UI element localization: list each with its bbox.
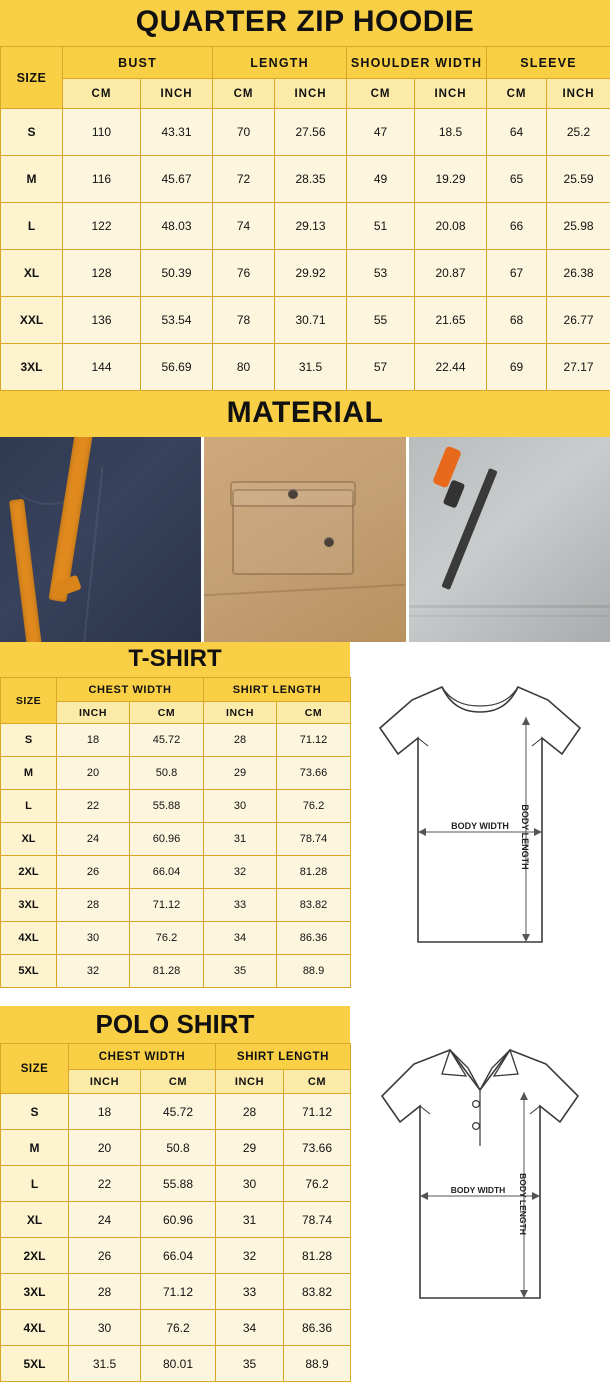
polo-row-2-col-1: 55.88 [141, 1166, 216, 1202]
polo-row-5-size: 3XL [1, 1274, 69, 1310]
polo-size-table [0, 1043, 351, 1382]
hoodie-size-table [0, 46, 610, 391]
polo-row-4-col-0: 26 [69, 1238, 141, 1274]
hoodie-row-2-col-2: 74 [213, 203, 275, 250]
hoodie-row-1-col-0: 116 [63, 156, 141, 203]
tshirt-row-4-col-2: 32 [204, 856, 277, 889]
hoodie-row-4-col-4: 55 [347, 297, 415, 344]
polo-row-1-col-2: 29 [216, 1130, 284, 1166]
hoodie-row-4-col-2: 78 [213, 297, 275, 344]
polo-row-0-col-0: 18 [69, 1094, 141, 1130]
tshirt-row-7-col-1: 81.28 [130, 955, 204, 988]
tshirt-unit-0: INCH [57, 702, 130, 724]
tshirt-row-7-size: 5XL [1, 955, 57, 988]
polo-body-length-label: BODY LENGTH [518, 1173, 528, 1235]
hoodie-row-5-col-4: 57 [347, 344, 415, 391]
tshirt-row-4-size: 2XL [1, 856, 57, 889]
tshirt-row-0-col-2: 28 [204, 724, 277, 757]
hoodie-row-5-col-3: 31.5 [275, 344, 347, 391]
table-row [1, 109, 610, 156]
hoodie-row-4-col-3: 30.71 [275, 297, 347, 344]
table-row [1, 856, 351, 889]
tshirt-row-7-col-2: 35 [204, 955, 277, 988]
polo-row-2-col-3: 76.2 [284, 1166, 351, 1202]
navy-drawstring-detail-image [0, 437, 201, 642]
tshirt-row-2-col-0: 22 [57, 790, 130, 823]
table-row [1, 1202, 351, 1238]
polo-row-0-col-2: 28 [216, 1094, 284, 1130]
tshirt-row-4-col-3: 81.28 [277, 856, 351, 889]
polo-row-4-col-1: 66.04 [141, 1238, 216, 1274]
tshirt-row-6-size: 4XL [1, 922, 57, 955]
tshirt-row-3-col-3: 78.74 [277, 823, 351, 856]
hoodie-row-4-col-0: 136 [63, 297, 141, 344]
table-row [1, 790, 351, 823]
hoodie-row-1-col-4: 49 [347, 156, 415, 203]
hoodie-row-1-size: M [1, 156, 63, 203]
tshirt-row-0-col-0: 18 [57, 724, 130, 757]
polo-row-2-size: L [1, 1166, 69, 1202]
material-section-title: MATERIAL [0, 391, 610, 437]
tshirt-row-5-size: 3XL [1, 889, 57, 922]
tshirt-row-1-col-0: 20 [57, 757, 130, 790]
hoodie-row-3-col-6: 67 [487, 250, 547, 297]
polo-row-0-col-3: 71.12 [284, 1094, 351, 1130]
tshirt-row-4-col-0: 26 [57, 856, 130, 889]
hoodie-row-3-col-2: 76 [213, 250, 275, 297]
tshirt-row-6-col-0: 30 [57, 922, 130, 955]
tshirt-row-0-col-3: 71.12 [277, 724, 351, 757]
hoodie-row-1-col-5: 19.29 [415, 156, 487, 203]
polo-unit-3: CM [284, 1070, 351, 1094]
tshirt-row-2-col-2: 30 [204, 790, 277, 823]
polo-row-6-col-2: 34 [216, 1310, 284, 1346]
hoodie-row-5-col-6: 69 [487, 344, 547, 391]
tshirt-size-table [0, 677, 351, 988]
tshirt-group-shirt-length: SHIRT LENGTH [204, 678, 351, 702]
hoodie-row-2-col-7: 25.98 [547, 203, 610, 250]
drawstring-left [9, 499, 42, 642]
table-row [1, 1238, 351, 1274]
tan-seam-line [204, 584, 405, 597]
polo-diagram [350, 1006, 610, 1382]
polo-row-7-col-2: 35 [216, 1346, 284, 1382]
tan-snap-pocket-detail-image [204, 437, 405, 642]
hoodie-group-shoulder-width: SHOULDER WIDTH [347, 47, 487, 79]
polo-row-5-col-0: 28 [69, 1274, 141, 1310]
tshirt-row-6-col-3: 86.36 [277, 922, 351, 955]
tshirt-row-5-col-0: 28 [57, 889, 130, 922]
polo-row-5-col-3: 83.82 [284, 1274, 351, 1310]
hoodie-group-bust: BUST [63, 47, 213, 79]
hoodie-row-3-col-4: 53 [347, 250, 415, 297]
tshirt-unit-2: INCH [204, 702, 277, 724]
polo-size-header: SIZE [1, 1044, 69, 1094]
hoodie-row-5-col-2: 80 [213, 344, 275, 391]
hoodie-row-0-size: S [1, 109, 63, 156]
tshirt-row-7-col-0: 32 [57, 955, 130, 988]
hoodie-row-1-col-6: 65 [487, 156, 547, 203]
hoodie-unit-4: CM [347, 79, 415, 109]
tshirt-row-2-col-1: 55.88 [130, 790, 204, 823]
polo-row-3-col-0: 24 [69, 1202, 141, 1238]
hoodie-row-4-col-6: 68 [487, 297, 547, 344]
tshirt-body-length-label: BODY LENGTH [520, 804, 530, 869]
polo-row-0-col-1: 45.72 [141, 1094, 216, 1130]
hoodie-unit-6: CM [487, 79, 547, 109]
tshirt-section [0, 642, 610, 988]
hoodie-row-3-col-3: 29.92 [275, 250, 347, 297]
hoodie-row-0-col-2: 70 [213, 109, 275, 156]
tshirt-row-0-col-1: 45.72 [130, 724, 204, 757]
tshirt-row-3-col-0: 24 [57, 823, 130, 856]
navy-seam-line [83, 467, 104, 642]
hoodie-row-0-col-7: 25.2 [547, 109, 610, 156]
table-row [1, 250, 610, 297]
hoodie-row-0-col-5: 18.5 [415, 109, 487, 156]
tshirt-outline-icon [350, 642, 610, 992]
tshirt-row-4-col-1: 66.04 [130, 856, 204, 889]
polo-section [0, 1006, 610, 1382]
table-row [1, 1094, 351, 1130]
hoodie-row-5-col-7: 27.17 [547, 344, 610, 391]
table-row [1, 1274, 351, 1310]
polo-row-6-size: 4XL [1, 1310, 69, 1346]
polo-row-7-col-0: 31.5 [69, 1346, 141, 1382]
polo-row-4-size: 2XL [1, 1238, 69, 1274]
hoodie-row-2-size: L [1, 203, 63, 250]
polo-body-width-label: BODY WIDTH [451, 1185, 506, 1195]
polo-unit-2: INCH [216, 1070, 284, 1094]
tshirt-unit-1: CM [130, 702, 204, 724]
table-row [1, 955, 351, 988]
table-row [1, 823, 351, 856]
polo-group-shirt-length: SHIRT LENGTH [216, 1044, 351, 1070]
hoodie-section-title: QUARTER ZIP HOODIE [0, 0, 610, 46]
polo-row-5-col-2: 33 [216, 1274, 284, 1310]
hoodie-row-3-col-0: 128 [63, 250, 141, 297]
table-row [1, 922, 351, 955]
hoodie-row-0-col-6: 64 [487, 109, 547, 156]
hoodie-row-3-col-5: 20.87 [415, 250, 487, 297]
hoodie-row-4-col-1: 53.54 [141, 297, 213, 344]
polo-row-7-size: 5XL [1, 1346, 69, 1382]
polo-row-7-col-1: 80.01 [141, 1346, 216, 1382]
table-row [1, 757, 351, 790]
polo-row-6-col-1: 76.2 [141, 1310, 216, 1346]
tshirt-size-header: SIZE [1, 678, 57, 724]
hoodie-row-4-col-7: 26.77 [547, 297, 610, 344]
polo-group-chest-width: CHEST WIDTH [69, 1044, 216, 1070]
tshirt-unit-3: CM [277, 702, 351, 724]
table-row [1, 724, 351, 757]
hoodie-row-2-col-6: 66 [487, 203, 547, 250]
hoodie-row-1-col-1: 45.67 [141, 156, 213, 203]
hoodie-row-1-col-2: 72 [213, 156, 275, 203]
grey-zipper-pull-detail-image [409, 437, 610, 642]
hoodie-group-sleeve: SLEEVE [487, 47, 610, 79]
hoodie-row-2-col-1: 48.03 [141, 203, 213, 250]
polo-unit-0: INCH [69, 1070, 141, 1094]
table-row [1, 889, 351, 922]
tshirt-body-width-label: BODY WIDTH [451, 821, 509, 831]
hoodie-row-5-col-5: 22.44 [415, 344, 487, 391]
hoodie-row-4-col-5: 21.65 [415, 297, 487, 344]
hoodie-row-2-col-0: 122 [63, 203, 141, 250]
material-image-row [0, 437, 610, 642]
hoodie-size-header: SIZE [1, 47, 63, 109]
tshirt-row-1-col-2: 29 [204, 757, 277, 790]
hoodie-unit-1: INCH [141, 79, 213, 109]
hoodie-row-2-col-5: 20.08 [415, 203, 487, 250]
tshirt-row-3-col-2: 31 [204, 823, 277, 856]
grey-seam-line-1 [409, 605, 610, 608]
polo-row-0-size: S [1, 1094, 69, 1130]
polo-row-3-size: XL [1, 1202, 69, 1238]
polo-row-1-col-3: 73.66 [284, 1130, 351, 1166]
polo-outline-icon [350, 1006, 610, 1336]
hoodie-row-4-size: XXL [1, 297, 63, 344]
polo-row-2-col-0: 22 [69, 1166, 141, 1202]
tshirt-row-7-col-3: 88.9 [277, 955, 351, 988]
polo-section-title: POLO SHIRT [0, 1006, 350, 1043]
polo-row-7-col-3: 88.9 [284, 1346, 351, 1382]
polo-row-6-col-3: 86.36 [284, 1310, 351, 1346]
table-row [1, 156, 610, 203]
hoodie-unit-5: INCH [415, 79, 487, 109]
polo-row-3-col-3: 78.74 [284, 1202, 351, 1238]
tshirt-row-1-size: M [1, 757, 57, 790]
tshirt-row-1-col-1: 50.8 [130, 757, 204, 790]
hoodie-row-0-col-1: 43.31 [141, 109, 213, 156]
hoodie-row-3-col-1: 50.39 [141, 250, 213, 297]
hoodie-row-5-col-1: 56.69 [141, 344, 213, 391]
table-row [1, 203, 610, 250]
grey-seam-line-2 [409, 615, 610, 617]
tshirt-row-2-col-3: 76.2 [277, 790, 351, 823]
hoodie-row-2-col-3: 29.13 [275, 203, 347, 250]
tshirt-row-0-size: S [1, 724, 57, 757]
hoodie-row-0-col-4: 47 [347, 109, 415, 156]
table-row [1, 1130, 351, 1166]
hoodie-unit-2: CM [213, 79, 275, 109]
polo-row-4-col-3: 81.28 [284, 1238, 351, 1274]
polo-row-3-col-1: 60.96 [141, 1202, 216, 1238]
hoodie-row-0-col-3: 27.56 [275, 109, 347, 156]
polo-row-1-size: M [1, 1130, 69, 1166]
tshirt-diagram [350, 642, 610, 988]
polo-unit-1: CM [141, 1070, 216, 1094]
hoodie-row-2-col-4: 51 [347, 203, 415, 250]
hoodie-row-3-size: XL [1, 250, 63, 297]
hoodie-row-3-col-7: 26.38 [547, 250, 610, 297]
polo-row-2-col-2: 30 [216, 1166, 284, 1202]
tshirt-row-6-col-1: 76.2 [130, 922, 204, 955]
tshirt-row-1-col-3: 73.66 [277, 757, 351, 790]
hoodie-group-length: LENGTH [213, 47, 347, 79]
polo-row-1-col-0: 20 [69, 1130, 141, 1166]
tshirt-row-2-size: L [1, 790, 57, 823]
hoodie-row-1-col-7: 25.59 [547, 156, 610, 203]
hoodie-row-5-size: 3XL [1, 344, 63, 391]
polo-row-4-col-2: 32 [216, 1238, 284, 1274]
tshirt-row-5-col-3: 83.82 [277, 889, 351, 922]
tshirt-row-3-size: XL [1, 823, 57, 856]
tshirt-group-chest-width: CHEST WIDTH [57, 678, 204, 702]
hoodie-unit-0: CM [63, 79, 141, 109]
hoodie-row-1-col-3: 28.35 [275, 156, 347, 203]
polo-row-6-col-0: 30 [69, 1310, 141, 1346]
hoodie-unit-3: INCH [275, 79, 347, 109]
hoodie-row-0-col-0: 110 [63, 109, 141, 156]
polo-row-5-col-1: 71.12 [141, 1274, 216, 1310]
table-row [1, 344, 610, 391]
hoodie-row-5-col-0: 144 [63, 344, 141, 391]
hoodie-unit-7: INCH [547, 79, 610, 109]
tshirt-row-3-col-1: 60.96 [130, 823, 204, 856]
tshirt-row-6-col-2: 34 [204, 922, 277, 955]
tshirt-row-5-col-1: 71.12 [130, 889, 204, 922]
table-row [1, 1346, 351, 1382]
table-row [1, 297, 610, 344]
table-row [1, 1166, 351, 1202]
tshirt-section-title: T-SHIRT [0, 642, 350, 677]
polo-row-3-col-2: 31 [216, 1202, 284, 1238]
tshirt-row-5-col-2: 33 [204, 889, 277, 922]
table-row [1, 1310, 351, 1346]
polo-row-1-col-1: 50.8 [141, 1130, 216, 1166]
